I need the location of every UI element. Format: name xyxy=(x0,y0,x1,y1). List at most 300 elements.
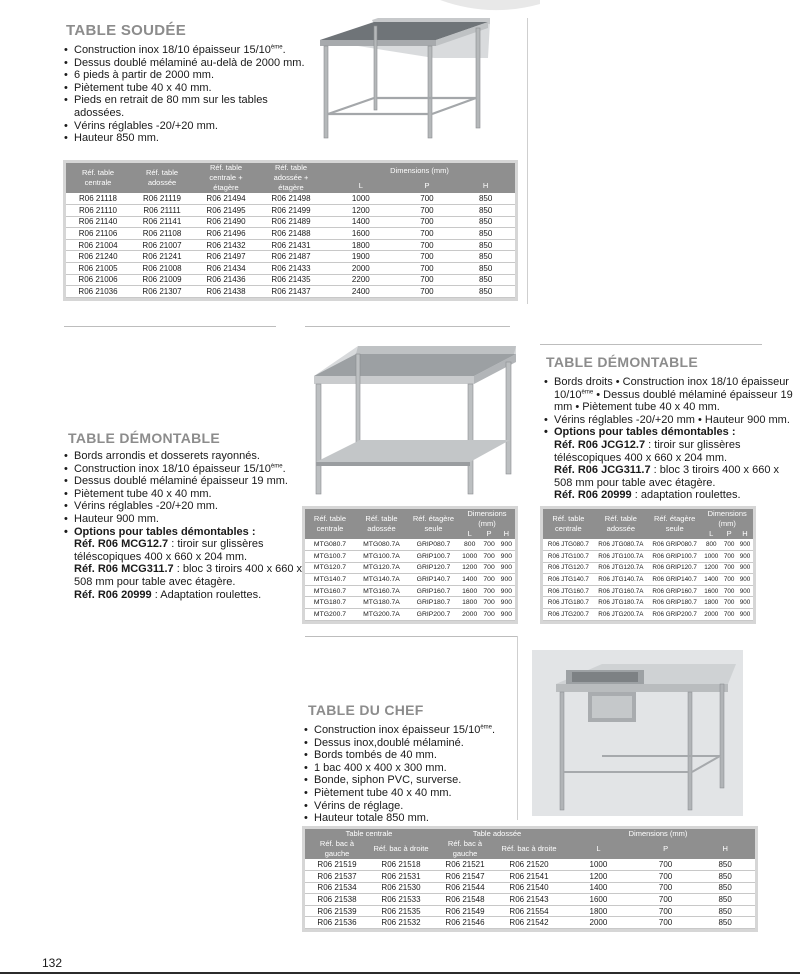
header-cell: Réf. table adossée xyxy=(130,163,194,193)
table-row xyxy=(305,894,755,906)
table-cell: R06 21140 xyxy=(66,216,130,228)
table-cell: R06 21488 xyxy=(258,228,324,240)
table-cell: 850 xyxy=(456,251,515,263)
table-row xyxy=(305,551,515,563)
table-cell: R06 21533 xyxy=(369,894,433,906)
table-cell: R06 21495 xyxy=(194,205,258,217)
header-cell: Réf. table adossée + étagère xyxy=(258,163,324,193)
table-row xyxy=(305,905,755,917)
table-cell: 1000 xyxy=(324,193,398,205)
table-cell: R06 21541 xyxy=(497,871,561,883)
table-cell: 900 xyxy=(498,574,515,586)
section-divider xyxy=(305,636,517,637)
table-cell: R06 21543 xyxy=(497,894,561,906)
table-cell: R06 JTG140.7A xyxy=(594,574,648,586)
table-cell: R06 21004 xyxy=(66,239,130,251)
table-cell: GRIP160.7 xyxy=(408,585,459,597)
feature-item: • Dessus doublé mélaminé au-delà de 2000 mm. xyxy=(64,57,314,70)
table-cell: 700 xyxy=(480,551,497,563)
table-cell: R06 21519 xyxy=(305,859,369,871)
table-cell: 1600 xyxy=(701,585,721,597)
table-cell: R06 21106 xyxy=(66,228,130,240)
table-cell: R06 21539 xyxy=(305,905,369,917)
table-cell: 2000 xyxy=(701,609,721,621)
table-cell: 800 xyxy=(701,539,721,551)
table-cell: R06 21540 xyxy=(497,882,561,894)
table-cell: 1800 xyxy=(459,597,481,609)
header-cell: Réf. étagère seule xyxy=(408,509,459,539)
table-cell: R06 JTG200.7A xyxy=(594,609,648,621)
table-cell: R06 21494 xyxy=(194,193,258,205)
table-cell: 700 xyxy=(636,905,696,917)
feature-item: • Dessus inox,doublé mélaminé. xyxy=(304,737,514,750)
table-cell: 1200 xyxy=(459,562,481,574)
table-cell: GRIP100.7 xyxy=(408,551,459,563)
table-cell: GRIP200.7 xyxy=(408,609,459,621)
table-cell: R06 21240 xyxy=(66,251,130,263)
feature-item: • 1 bac 400 x 400 x 300 mm. xyxy=(304,762,514,775)
table-demontable-spec-frame xyxy=(302,506,518,624)
table-cell: R06 GRIP200.7 xyxy=(648,609,701,621)
table-cell: R06 21431 xyxy=(258,239,324,251)
table-cell: 700 xyxy=(721,597,737,609)
table-cell: MTG200.7A xyxy=(355,609,408,621)
table-cell: R06 21009 xyxy=(130,274,194,286)
table-cell: R06 21005 xyxy=(66,263,130,275)
table-cell: R06 21487 xyxy=(258,251,324,263)
table-cell: GRIP120.7 xyxy=(408,562,459,574)
table-cell: 700 xyxy=(721,539,737,551)
decorative-swoosh xyxy=(440,0,540,14)
table-cell: R06 21434 xyxy=(194,263,258,275)
feature-item: • Hauteur totale 850 mm. xyxy=(304,812,514,825)
table-cell: 700 xyxy=(480,597,497,609)
table-row xyxy=(66,286,515,298)
table-cell: 2000 xyxy=(561,917,636,929)
table-cell: R06 21538 xyxy=(305,894,369,906)
table-row xyxy=(305,882,755,894)
table-cell: R06 21549 xyxy=(433,905,497,917)
table-cell: R06 21499 xyxy=(258,205,324,217)
section-divider xyxy=(540,344,762,345)
table-row xyxy=(66,193,515,205)
table-cell: R06 GRIP080.7 xyxy=(648,539,701,551)
table-row xyxy=(543,609,753,621)
table-cell: 850 xyxy=(695,894,755,906)
table-cell: R06 21141 xyxy=(130,216,194,228)
table-body xyxy=(305,539,515,620)
table-cell: R06 21518 xyxy=(369,859,433,871)
header-cell: L xyxy=(324,178,398,193)
table-cell: 1000 xyxy=(561,859,636,871)
table-cell: 700 xyxy=(636,859,696,871)
table-body xyxy=(66,193,515,297)
table-cell: R06 21547 xyxy=(433,871,497,883)
section-title-table-demontable-droits: TABLE DÉMONTABLE xyxy=(546,354,699,370)
table-cell: R06 21008 xyxy=(130,263,194,275)
header-cell: Réf. table adossée xyxy=(355,509,408,539)
table-cell: 850 xyxy=(695,905,755,917)
table-cell: R06 JTG180.7 xyxy=(543,597,594,609)
table-cell: R06 JTG180.7A xyxy=(594,597,648,609)
table-cell: R06 21531 xyxy=(369,871,433,883)
option-drawer: Réf. R06 MCG12.7 : tiroir sur glissères téléscopiques 400 x 660 x 204 mm. xyxy=(74,538,264,563)
header-group-cell: Table centrale xyxy=(305,829,433,839)
table-cell: R06 GRIP160.7 xyxy=(648,585,701,597)
table-cell: R06 21006 xyxy=(66,274,130,286)
table-cell: 850 xyxy=(456,286,515,298)
table-row xyxy=(66,216,515,228)
table-row xyxy=(66,239,515,251)
table-cell: 850 xyxy=(456,263,515,275)
table-row xyxy=(66,228,515,240)
table-cell: 700 xyxy=(480,609,497,621)
table-cell: 1000 xyxy=(701,551,721,563)
table-row xyxy=(305,917,755,929)
table-row xyxy=(543,585,753,597)
table-cell: MTG100.7 xyxy=(305,551,355,563)
feature-item: • 6 pieds à partir de 2000 mm. xyxy=(64,69,314,82)
table-cell: R06 21108 xyxy=(130,228,194,240)
feature-item: • Piètement tube 40 x 40 mm. xyxy=(64,82,314,95)
feature-item: • Dessus doublé mélaminé épaisseur 19 mm. xyxy=(64,475,304,488)
feature-item: • Construction inox 18/10 épaisseur 15/10ème. xyxy=(64,463,304,476)
table-cell: R06 21490 xyxy=(194,216,258,228)
table-row xyxy=(543,597,753,609)
table-cell: 850 xyxy=(695,882,755,894)
table-cell: 700 xyxy=(636,871,696,883)
table-cell: R06 21536 xyxy=(305,917,369,929)
welded-table-photo xyxy=(316,18,492,144)
table-cell: 700 xyxy=(398,216,457,228)
header-cell: H xyxy=(737,529,753,539)
feature-item: • Vérins réglables -20/+20 mm. xyxy=(64,500,304,513)
dismountable-table-photo xyxy=(304,344,520,500)
header-cell: L xyxy=(561,839,636,859)
table-cell: 700 xyxy=(480,585,497,597)
table-cell: 1600 xyxy=(324,228,398,240)
header-cell: Réf. table centrale xyxy=(66,163,130,193)
option-wheels: Réf. R06 20999 : adaptation roulettes. xyxy=(554,489,741,502)
table-cell: MTG200.7 xyxy=(305,609,355,621)
header-cell: Réf. table centrale + étagère xyxy=(194,163,258,193)
feature-item: • Hauteur 850 mm. xyxy=(64,132,314,145)
table-cell: R06 21554 xyxy=(497,905,561,917)
table-cell: R06 GRIP140.7 xyxy=(648,574,701,586)
table-cell: 1900 xyxy=(324,251,398,263)
table-cell: 800 xyxy=(459,539,481,551)
table-demontable-features xyxy=(64,450,304,601)
table-cell: 900 xyxy=(737,609,753,621)
header-cell: H xyxy=(695,839,755,859)
option-wheels: Réf. R06 20999 : Adaptation roulettes. xyxy=(74,588,262,601)
feature-item: • Bords arrondis et dosserets rayonnés. xyxy=(64,450,304,463)
table-cell: 2000 xyxy=(324,263,398,275)
table-cell: 700 xyxy=(721,562,737,574)
table-cell: 700 xyxy=(721,551,737,563)
table-cell: R06 21007 xyxy=(130,239,194,251)
table-demontable-droits-spec-table xyxy=(543,509,753,621)
header-cell: Dimensions (mm) xyxy=(701,509,753,529)
table-cell: MTG120.7 xyxy=(305,562,355,574)
table-cell: R06 21530 xyxy=(369,882,433,894)
header-cell: Réf. bac à droite xyxy=(369,839,433,859)
table-row xyxy=(305,609,515,621)
header-cell: Réf. étagère seule xyxy=(648,509,701,539)
table-cell: 850 xyxy=(456,274,515,286)
header-cell: H xyxy=(498,529,515,539)
table-cell: MTG180.7A xyxy=(355,597,408,609)
chef-table-photo xyxy=(532,650,743,816)
feature-item: • Pieds en retrait de 80 mm sur les tables adossées. xyxy=(64,94,314,119)
table-cell: 900 xyxy=(737,585,753,597)
options-heading: • Options pour tables démontables : xyxy=(544,426,798,439)
table-body xyxy=(305,859,755,929)
table-cell: 900 xyxy=(498,597,515,609)
table-cell: R06 21532 xyxy=(369,917,433,929)
table-du-chef-features xyxy=(304,724,514,825)
header-cell: Réf. bac à gauche xyxy=(433,839,497,859)
option-drawer: Réf. R06 JCG12.7 : tiroir sur glissères téléscopiques 400 x 660 x 204 mm. xyxy=(554,438,741,464)
table-cell: R06 21548 xyxy=(433,894,497,906)
table-cell: R06 JTG160.7A xyxy=(594,585,648,597)
table-cell: MTG140.7 xyxy=(305,574,355,586)
header-cell: Réf. bac à droite xyxy=(497,839,561,859)
header-cell: Réf. table centrale xyxy=(543,509,594,539)
header-cell: Réf. bac à gauche xyxy=(305,839,369,859)
section-title-table-du-chef: TABLE DU CHEF xyxy=(308,702,424,718)
table-cell: 1600 xyxy=(561,894,636,906)
table-cell: R06 21489 xyxy=(258,216,324,228)
table-cell: 700 xyxy=(480,562,497,574)
table-cell: 1800 xyxy=(324,239,398,251)
table-cell: 700 xyxy=(636,917,696,929)
table-cell: R06 21119 xyxy=(130,193,194,205)
table-cell: R06 21498 xyxy=(258,193,324,205)
table-cell: R06 GRIP120.7 xyxy=(648,562,701,574)
table-row xyxy=(305,871,755,883)
table-cell: R06 JTG080.7 xyxy=(543,539,594,551)
table-demontable-droits-features xyxy=(544,376,798,502)
table-cell: 1600 xyxy=(459,585,481,597)
option-drawer-block: Réf. R06 MCG311.7 : bloc 3 tiroirs 400 x 660 x 508 mm pour table avec étagère. xyxy=(74,563,303,588)
table-cell: 700 xyxy=(398,239,457,251)
table-cell: R06 JTG100.7 xyxy=(543,551,594,563)
table-cell: 850 xyxy=(456,205,515,217)
header-cell: Dimensions (mm) xyxy=(561,829,755,839)
table-cell: 900 xyxy=(498,551,515,563)
table-cell: 1200 xyxy=(324,205,398,217)
page-bottom-rule xyxy=(0,972,800,974)
table-cell: 900 xyxy=(498,562,515,574)
table-cell: 700 xyxy=(398,251,457,263)
section-title-table-soudee: TABLE SOUDÉE xyxy=(66,22,186,39)
feature-item: • Bords tombés de 40 mm. xyxy=(304,749,514,762)
table-cell: MTG080.7A xyxy=(355,539,408,551)
table-cell: R06 21544 xyxy=(433,882,497,894)
feature-item: • Vérins de réglage. xyxy=(304,800,514,813)
table-cell: 1800 xyxy=(701,597,721,609)
table-du-chef-spec-table xyxy=(305,829,755,929)
feature-item: • Piètement tube 40 x 40 mm. xyxy=(64,488,304,501)
table-cell: 900 xyxy=(498,609,515,621)
table-cell: 900 xyxy=(737,539,753,551)
feature-item: • Piètement tube 40 x 40 mm. xyxy=(304,787,514,800)
options-heading: • Options pour tables démontables : xyxy=(64,526,304,539)
table-demontable-droits-spec-frame xyxy=(540,506,756,624)
table-row xyxy=(66,263,515,275)
table-cell: R06 21111 xyxy=(130,205,194,217)
header-cell: H xyxy=(456,178,515,193)
header-cell: P xyxy=(480,529,497,539)
table-row xyxy=(305,859,755,871)
header-cell: P xyxy=(636,839,696,859)
table-cell: 850 xyxy=(456,193,515,205)
table-row xyxy=(543,574,753,586)
table-cell: 700 xyxy=(636,894,696,906)
header-cell: Dimensions (mm) xyxy=(324,163,515,178)
table-row xyxy=(305,585,515,597)
feature-item: • Vérins réglables -20/+20 mm. xyxy=(64,120,314,133)
table-cell: 2400 xyxy=(324,286,398,298)
table-cell: 850 xyxy=(695,859,755,871)
table-row xyxy=(543,551,753,563)
feature-item: • Bords droits • Construction inox 18/10 épaisseur 10/10ème • Dessus doublé mélaminé épaisseur 19 mm • Piètement tube 40 x 40 mm. xyxy=(544,376,798,414)
feature-item: • Bonde, siphon PVC, surverse. xyxy=(304,774,514,787)
table-cell: 700 xyxy=(480,539,497,551)
table-cell: MTG180.7 xyxy=(305,597,355,609)
table-row xyxy=(305,539,515,551)
table-cell: 850 xyxy=(456,216,515,228)
table-cell: R06 21546 xyxy=(433,917,497,929)
table-cell: R06 21438 xyxy=(194,286,258,298)
table-cell: R06 21520 xyxy=(497,859,561,871)
table-cell: 700 xyxy=(398,205,457,217)
table-cell: 700 xyxy=(398,193,457,205)
table-cell: R06 GRIP180.7 xyxy=(648,597,701,609)
table-cell: 700 xyxy=(721,585,737,597)
table-cell: R06 JTG140.7 xyxy=(543,574,594,586)
header-cell: L xyxy=(459,529,481,539)
table-cell: R06 21535 xyxy=(369,905,433,917)
table-cell: 1400 xyxy=(561,882,636,894)
feature-item: • Construction inox épaisseur 15/10ème. xyxy=(304,724,514,737)
table-cell: 900 xyxy=(498,539,515,551)
table-row xyxy=(543,562,753,574)
table-cell: GRIP080.7 xyxy=(408,539,459,551)
table-cell: R06 21435 xyxy=(258,274,324,286)
table-cell: 700 xyxy=(398,228,457,240)
section-title-table-demontable: TABLE DÉMONTABLE xyxy=(68,430,221,446)
table-cell: 1800 xyxy=(561,905,636,917)
table-row xyxy=(305,562,515,574)
table-cell: R06 21537 xyxy=(305,871,369,883)
table-cell: MTG120.7A xyxy=(355,562,408,574)
table-row xyxy=(543,539,753,551)
header-cell: L xyxy=(701,529,721,539)
table-cell: 900 xyxy=(737,551,753,563)
header-cell: Dimensions (mm) xyxy=(459,509,515,529)
table-cell: R06 21110 xyxy=(66,205,130,217)
table-cell: 1000 xyxy=(459,551,481,563)
option-drawer-block: Réf. R06 JCG311.7 : bloc 3 tiroirs 400 x 660 x 508 mm pour table avec étagère. xyxy=(554,464,780,489)
table-cell: R06 21436 xyxy=(194,274,258,286)
table-cell: 850 xyxy=(695,871,755,883)
table-cell: R06 GRIP100.7 xyxy=(648,551,701,563)
table-cell: 700 xyxy=(398,263,457,275)
table-cell: 850 xyxy=(456,228,515,240)
header-cell: Réf. table adossée xyxy=(594,509,648,539)
table-cell: R06 21433 xyxy=(258,263,324,275)
table-du-chef-spec-frame xyxy=(302,826,758,932)
table-cell: 700 xyxy=(480,574,497,586)
table-cell: GRIP180.7 xyxy=(408,597,459,609)
header-cell: P xyxy=(721,529,737,539)
table-cell: R06 JTG160.7 xyxy=(543,585,594,597)
table-cell: 850 xyxy=(695,917,755,929)
table-cell: R06 21497 xyxy=(194,251,258,263)
table-cell: 700 xyxy=(398,274,457,286)
table-cell: 900 xyxy=(737,597,753,609)
table-cell: 900 xyxy=(498,585,515,597)
section-divider xyxy=(305,326,510,327)
table-row xyxy=(305,574,515,586)
table-soudee-spec-table xyxy=(66,163,515,298)
table-cell: R06 21432 xyxy=(194,239,258,251)
table-cell: 2000 xyxy=(459,609,481,621)
table-cell: R06 JTG200.7 xyxy=(543,609,594,621)
column-divider xyxy=(527,18,528,304)
table-cell: 700 xyxy=(398,286,457,298)
column-divider xyxy=(517,636,518,820)
table-cell: 1400 xyxy=(701,574,721,586)
table-cell: R06 21118 xyxy=(66,193,130,205)
table-cell: 2200 xyxy=(324,274,398,286)
table-cell: R06 21542 xyxy=(497,917,561,929)
table-cell: MTG160.7A xyxy=(355,585,408,597)
table-row xyxy=(305,597,515,609)
table-cell: R06 21437 xyxy=(258,286,324,298)
table-cell: 1200 xyxy=(701,562,721,574)
table-cell: GRIP140.7 xyxy=(408,574,459,586)
table-cell: MTG140.7A xyxy=(355,574,408,586)
table-cell: R06 21241 xyxy=(130,251,194,263)
table-cell: 700 xyxy=(636,882,696,894)
table-soudee-features xyxy=(64,44,314,145)
table-demontable-spec-table xyxy=(305,509,515,621)
table-row xyxy=(66,274,515,286)
table-row xyxy=(66,251,515,263)
table-cell: 900 xyxy=(737,562,753,574)
table-cell: 850 xyxy=(456,239,515,251)
feature-item: • Vérins réglables -20/+20 mm • Hauteur 900 mm. xyxy=(544,414,798,427)
table-cell: MTG160.7 xyxy=(305,585,355,597)
header-cell: P xyxy=(398,178,457,193)
header-group-cell: Table adossée xyxy=(433,829,561,839)
table-cell: R06 JTG120.7 xyxy=(543,562,594,574)
table-cell: 900 xyxy=(737,574,753,586)
feature-item: • Hauteur 900 mm. xyxy=(64,513,304,526)
table-cell: R06 21307 xyxy=(130,286,194,298)
table-cell: MTG100.7A xyxy=(355,551,408,563)
table-cell: R06 21534 xyxy=(305,882,369,894)
table-cell: 1400 xyxy=(324,216,398,228)
page-number: 132 xyxy=(42,956,63,970)
table-row xyxy=(66,205,515,217)
table-body xyxy=(543,539,753,620)
table-cell: R06 21036 xyxy=(66,286,130,298)
table-soudee-spec-frame xyxy=(63,160,518,301)
